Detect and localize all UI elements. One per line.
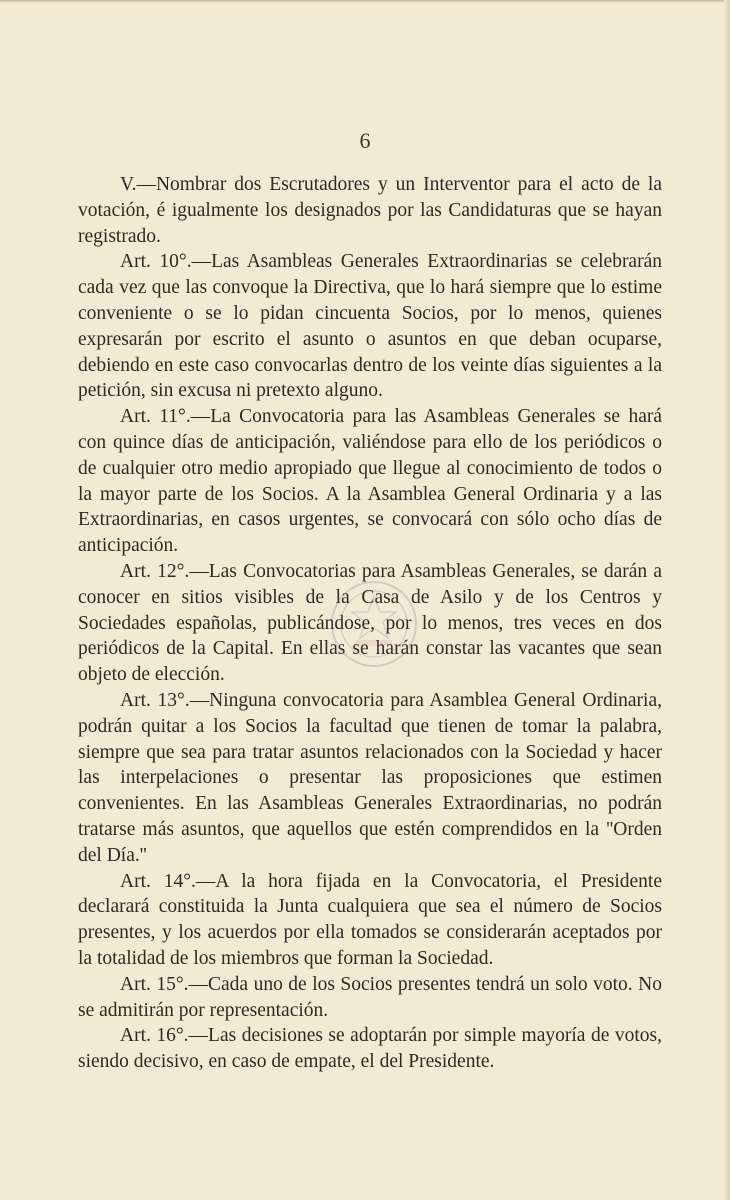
paragraph-art-14: Art. 14°.—A la hora fijada en la Convocatoria, el Presidente declarará constituida la Junta cualquiera que sea el número de Socios presentes, y los acuerdos por ella tomados se considerarán aceptados por la totalidad de los miembros que forman la Sociedad. bbox=[78, 870, 662, 969]
page-number: 6 bbox=[359, 128, 371, 153]
paragraph-art-15: Art. 15°.—Cada uno de los Socios presentes tendrá un solo voto. No se admitirán por representación. bbox=[78, 973, 662, 1021]
paragraph-art-13: Art. 13°.—Ninguna convocatoria para Asamblea General Ordinaria, podrán quitar a los Socios la facultad que tienen de tomar la palabra, siempre que sea para tratar asuntos relacionados con la Sociedad y hacer las interpelaciones o presentar las proposiciones que estimen convenientes. En las Asambleas Generales Extraordinarias, no podrán tratarse más asuntos, que aquellos que estén comprendidos en la ''Orden del Día.'' bbox=[78, 689, 662, 866]
paragraph-v: V.—Nombrar dos Escrutadores y un Interventor para el acto de la votación, é igualmente los designados por las Candidaturas que se hayan registrado. bbox=[78, 174, 662, 247]
paragraph-art-16: Art. 16°.—Las decisiones se adoptarán por simple mayoría de votos, siendo decisivo, en caso de empate, el del Presidente. bbox=[78, 1025, 662, 1073]
paragraph-art-12: Art. 12°.—Las Convocatorias para Asambleas Generales, se darán a conocer en sitios visibles de la Casa de Asilo y de los Centros y Sociedades españolas, publicándose, por lo menos, tres veces en dos periódicos de la Capital. En ellas se harán constar las vacantes que sean objeto de elección. bbox=[78, 560, 662, 686]
page-right-edge bbox=[724, 0, 730, 1200]
paragraph-art-11: Art. 11°.—La Convocatoria para las Asambleas Generales se hará con quince días de anticipación, valiéndose para ello de los periódicos o de cualquier otro medio apropiado que llegue al conocimiento de todos o la mayor parte de los Socios. A la Asamblea General Ordinaria y a las Extraordinarias, en casos urgentes, se convocará con sólo ocho días de anticipación. bbox=[78, 406, 662, 557]
library-stamp-seal bbox=[328, 578, 420, 670]
paragraph-art-10: Art. 10°.—Las Asambleas Generales Extraordinarias se celebrarán cada vez que las convoque la Directiva, que lo hará siempre que lo estime conveniente o se lo pidan cincuenta Socios, por lo menos, quienes expresarán por escrito el asunto o asuntos en que deban ocuparse, debiendo en este caso convocarlas dentro de los veinte días siguientes a la petición, sin excusa ni pretexto alguno. bbox=[78, 251, 662, 402]
page-top-edge bbox=[0, 0, 730, 3]
